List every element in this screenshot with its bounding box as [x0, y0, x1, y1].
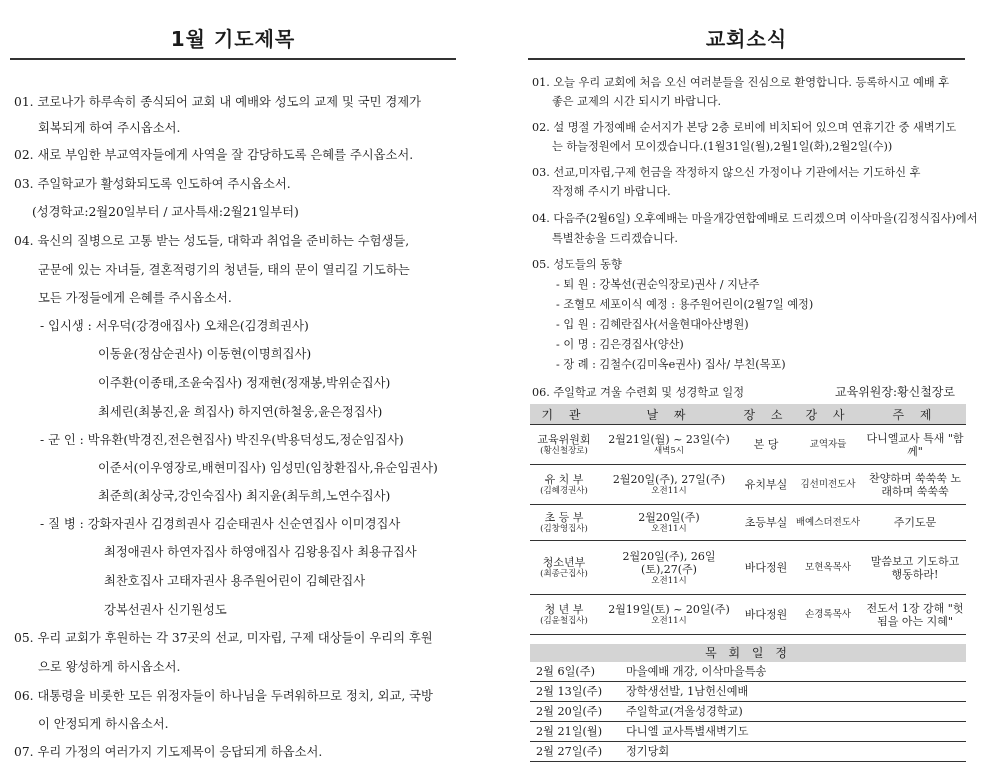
- prayer-line: 이동윤(정삼순권사) 이동현(이명희집사): [98, 347, 312, 361]
- schedule-date: 2월 27일(주): [536, 745, 603, 758]
- date-cell: [598, 505, 740, 541]
- time-text: 오전11시: [651, 524, 687, 534]
- table-header: 장 소: [740, 404, 792, 425]
- prayer-line: 군문에 있는 자녀들, 결혼적령기의 청년들, 태의 문이 열리길 기도하는: [38, 263, 410, 277]
- table-row: [530, 541, 966, 595]
- news-column: [528, 0, 978, 758]
- prayer-line: 06. 대통령을 비롯한 모든 위정자들이 하나님을 두려워하므로 정치, 외교, 국방: [14, 689, 433, 703]
- time-text: 오전11시: [651, 575, 687, 586]
- date-cell: [598, 425, 740, 465]
- speaker-cell: [792, 595, 864, 635]
- news-line: 특별찬송을 드리겠습니다.: [552, 232, 678, 245]
- schedule-date: 2월 6일(주): [536, 665, 595, 678]
- speaker-cell: [792, 505, 864, 541]
- speaker-cell: [792, 465, 864, 505]
- prayer-line: 01. 코로나가 하루속히 종식되어 교회 내 예배와 성도의 교제 및 국민 경제가: [14, 95, 422, 109]
- date-cell: [598, 595, 740, 635]
- prayer-line: 05. 우리 교회가 후원하는 각 37곳의 선교, 미자립, 구제 대상들이 우리의 후원: [14, 631, 433, 645]
- org-name: 청소년부: [542, 556, 586, 569]
- time-text: 새벽5시: [653, 446, 685, 456]
- schedule-event: 다니엘 교사특별새벽기도: [626, 725, 749, 738]
- theme-cell: 말씀보고 기도하고 행동하라!: [864, 541, 966, 595]
- org-name: 초 등 부: [544, 511, 584, 524]
- news-title: 교회소식: [528, 0, 965, 60]
- time-text: 오전11시: [651, 486, 687, 496]
- place-cell: 바다정원: [740, 541, 792, 595]
- news-line: 좋은 교제의 시간 되시기 바랍니다.: [552, 95, 722, 108]
- date-cell: [598, 541, 740, 595]
- schedule-row: [530, 682, 966, 702]
- schedule-row: [530, 702, 966, 722]
- schedule-event: 정기당회: [626, 745, 670, 758]
- speaker-text: 김선미전도사: [800, 479, 856, 490]
- prayer-line: 회복되게 하여 주시옵소서.: [38, 121, 181, 135]
- org-name: 유 치 부: [544, 473, 584, 486]
- prayer-line: 이준서(이우영장로,배현미집사) 임성민(임창환집사,유순임권사): [98, 461, 438, 475]
- org-cell: [530, 465, 598, 505]
- place-cell: 초등부실: [740, 505, 792, 541]
- prayer-line: 03. 주일학교가 활성화되도록 인도하여 주시옵소서.: [14, 177, 291, 191]
- org-cell: [530, 595, 598, 635]
- news-line: 03. 선교,미자립,구제 헌금을 작정하지 않으신 가정이나 기관에서는 기도하신 후: [532, 166, 921, 179]
- prayer-line: 최세린(최봉진,윤 희집사) 하지연(하철웅,윤은정집사): [98, 405, 383, 419]
- prayer-line: 최정애권사 하연자집사 하영애집사 김왕용집사 최용규집사: [104, 545, 417, 559]
- prayer-line: 07. 우리 가정의 여러가지 기도제목이 응답되게 하옵소서.: [14, 745, 323, 759]
- place-cell: 본 당: [740, 425, 792, 465]
- theme-cell: 다니엘교사 특새 "함께": [864, 425, 966, 465]
- org-name: 청 년 부: [544, 603, 584, 616]
- table-header: 주 제: [864, 404, 966, 425]
- news-line: 01. 오늘 우리 교회에 처음 오신 여러분들을 진심으로 환영합니다. 등록하시고 예배 후: [532, 76, 950, 89]
- schedule-row: [530, 742, 966, 762]
- prayer-column: [10, 0, 456, 759]
- place-cell: 유치부실: [740, 465, 792, 505]
- org-cell: [530, 505, 598, 541]
- table-row: [530, 465, 966, 505]
- org-leader: (황신철장로): [540, 446, 588, 456]
- news-line: 06. 주일학교 겨울 수련회 및 성경학교 일정: [532, 386, 745, 399]
- news-line: 는 하늘정원에서 모이겠습니다.(1월31일(월),2월1일(화),2월2일(수)): [552, 140, 893, 153]
- date-text: 2월20일(주), 26일(토),27(주): [622, 549, 716, 576]
- org-name: 교육위원회: [537, 433, 591, 446]
- speaker-text: 모현옥목사: [805, 562, 851, 573]
- prayer-line: 02. 새로 부임한 부교역자들에게 사역을 잘 감당하도록 은혜를 주시옵소서.: [14, 148, 414, 162]
- date-text: 2월20일(주): [638, 511, 700, 524]
- program-note: 교육위원장:황신철장로: [835, 385, 955, 399]
- speaker-cell: [792, 541, 864, 595]
- org-leader: (김혜경권사): [540, 486, 588, 496]
- prayer-line: 으로 왕성하게 하시옵소서.: [38, 660, 181, 674]
- date-text: 2월19일(토) ~ 20일(주): [608, 603, 730, 616]
- date-text: 2월21일(월) ~ 23일(수): [608, 433, 730, 446]
- table-header-row: [530, 404, 966, 425]
- table-header: 날 짜: [598, 404, 740, 425]
- prayer-line: - 입시생 : 서우덕(강경애집사) 오채은(김경희권사): [40, 319, 309, 333]
- org-leader: (최종근집사): [540, 569, 588, 579]
- theme-cell: 찬양하며 쑥쑥쑥 노래하며 쑥쑥쑥: [864, 465, 966, 505]
- news-line: - 장 례 : 김철수(김미옥e권사) 집사/ 부친(목포): [556, 358, 786, 371]
- prayer-line: 최찬호집사 고태자권사 용주원어린이 김혜란집사: [104, 574, 366, 588]
- date-text: 2월20일(주), 27일(주): [612, 473, 726, 486]
- prayer-line: 04. 육신의 질병으로 고통 받는 성도들, 대학과 취업을 준비하는 수험생들,: [14, 234, 410, 248]
- prayer-line: (성경학교:2월20일부터 / 교사특새:2월21일부터): [32, 205, 299, 219]
- theme-cell: 전도서 1장 강해 "헛됨을 아는 지혜": [864, 595, 966, 635]
- schedule-title: 목 회 일 정: [530, 644, 966, 662]
- org-leader: (김윤철집사): [540, 616, 588, 626]
- schedule-event: 주일학교(겨울성경학교): [626, 705, 743, 718]
- prayer-line: 최준희(최상국,강인숙집사) 최지윤(최두희,노연수집사): [98, 489, 391, 503]
- schedule-event: 마을예배 개강, 이삭마을특송: [626, 665, 767, 678]
- time-text: 오전11시: [651, 616, 687, 626]
- org-cell: [530, 541, 598, 595]
- news-line: - 퇴 원 : 강복선(권순익장로)권사 / 지난주: [556, 278, 760, 291]
- table-row: [530, 595, 966, 635]
- place-cell: 바다정원: [740, 595, 792, 635]
- prayer-line: - 질 병 : 강화자권사 김경희권사 김순태권사 신순연집사 이미경집사: [40, 517, 401, 531]
- program-table: [530, 404, 966, 635]
- news-line: - 이 명 : 김은경집사(양산): [556, 338, 684, 351]
- table-header: 강 사: [792, 404, 864, 425]
- theme-cell: 주기도문: [864, 505, 966, 541]
- schedule-date: 2월 20일(주): [536, 705, 603, 718]
- speaker-text: 배예스더전도사: [795, 517, 861, 528]
- prayer-line: 이 안정되게 하시옵소서.: [38, 717, 169, 731]
- speaker-cell: [792, 425, 864, 465]
- table-row: [530, 425, 966, 465]
- speaker-text: 손경록목사: [805, 609, 851, 620]
- table-header: 기 관: [530, 404, 598, 425]
- prayer-line: 모든 가정들에게 은혜를 주시옵소서.: [38, 291, 232, 305]
- schedule-date: 2월 21일(월): [536, 725, 603, 738]
- schedule-row: [530, 662, 966, 682]
- news-line: 05. 성도들의 동향: [532, 258, 622, 271]
- date-cell: [598, 465, 740, 505]
- org-cell: [530, 425, 598, 465]
- speaker-text: 교역자들: [809, 439, 847, 450]
- news-line: 04. 다음주(2월6일) 오후예배는 마을개강연합예배로 드리겠으며 이삭마을(김정식집사)에서: [532, 212, 978, 225]
- prayer-line: - 군 인 : 박유환(박경진,전은현집사) 박진우(박용덕성도,정순임집사): [40, 433, 404, 447]
- prayer-title: 1월 기도제목: [10, 0, 456, 60]
- prayer-line: 강복선권사 신기원성도: [104, 603, 227, 617]
- news-line: - 조혈모 세포이식 예정 : 용주원어린이(2월7일 예정): [556, 298, 814, 311]
- prayer-line: 이주환(이종태,조윤숙집사) 정재현(정재봉,박위순집사): [98, 376, 391, 390]
- org-leader: (김창영집사): [540, 524, 588, 534]
- table-row: [530, 505, 966, 541]
- news-line: 02. 설 명절 가정예배 순서지가 본당 2층 로비에 비치되어 있으며 연휴기간 중 새벽기도: [532, 121, 957, 134]
- news-line: - 입 원 : 김혜란집사(서울현대아산병원): [556, 318, 749, 331]
- schedule-event: 장학생선발, 1남헌신예배: [626, 685, 749, 698]
- news-line: 작정해 주시기 바랍니다.: [552, 185, 671, 198]
- schedule-row: [530, 722, 966, 742]
- schedule-date: 2월 13일(주): [536, 685, 603, 698]
